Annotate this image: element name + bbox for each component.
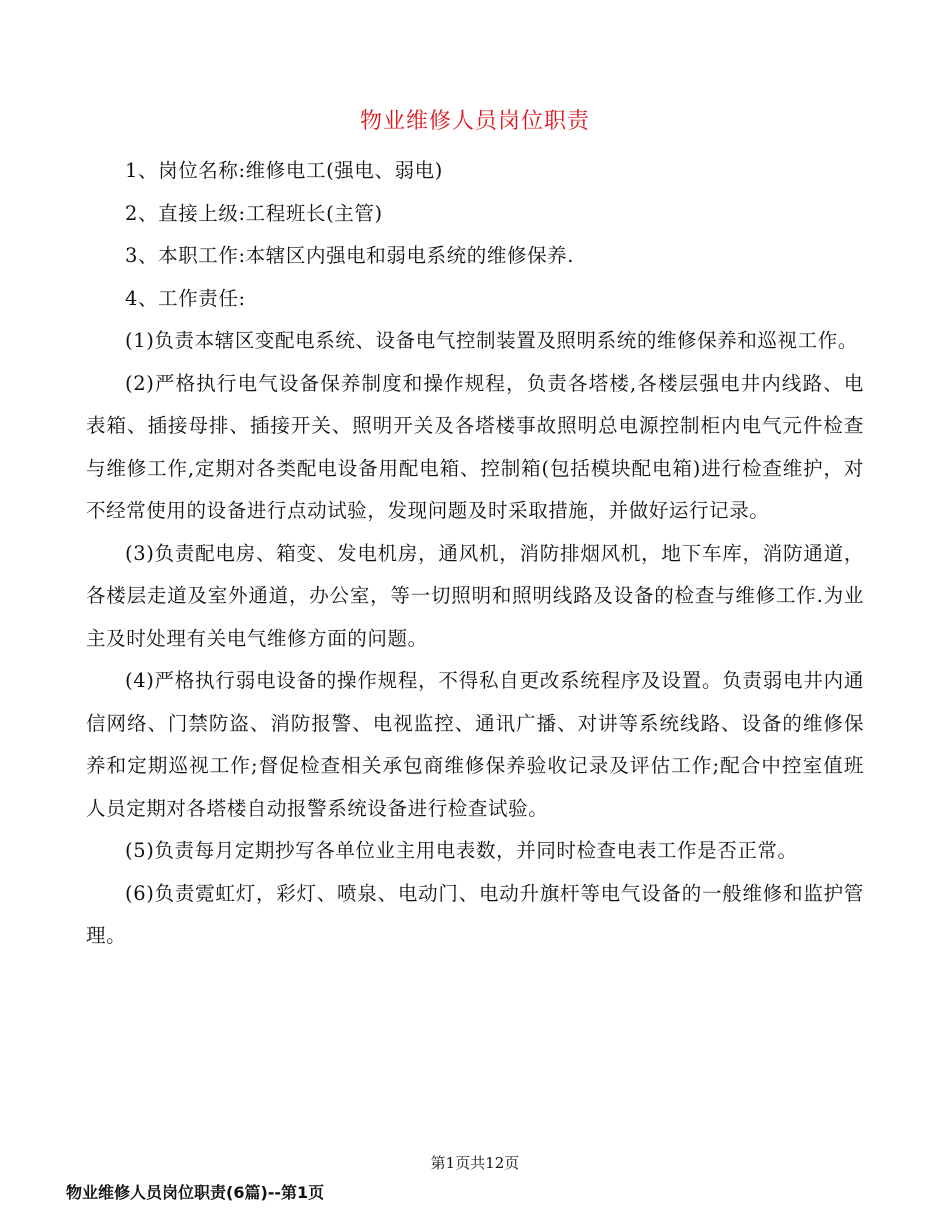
paragraph-direct-superior: 2、直接上级:工程班长(主管) <box>125 201 383 225</box>
page-indicator: 第1页共12页 <box>430 1154 520 1172</box>
document-body <box>86 150 864 958</box>
paragraph-responsibilities-heading: 4、工作责任: <box>125 286 246 310</box>
document-footer-label: 物业维修人员岗位职责(6篇)--第1页 <box>66 1183 325 1202</box>
paragraph-responsibility-2: (2)严格执行电气设备保养制度和操作规程，负责各塔楼,各楼层强电井内线路、电表箱、插接母排、插接开关、照明开关及各塔楼事故照明总电源控制柜内电气元件检查与维修工作,定期对各类配电设备用配电箱、控制箱(包括模块配电箱)进行检查维护，对不经常使用的设备进行点动试验，发现问题及时采取措施，并做好运行记录。 <box>86 371 864 522</box>
paragraph-responsibility-6: (6)负责霓虹灯，彩灯、喷泉、电动门、电动升旗杆等电气设备的一般维修和监护管理。 <box>86 881 864 947</box>
paragraph-responsibility-1: (1)负责本辖区变配电系统、设备电气控制装置及照明系统的维修保养和巡视工作。 <box>125 329 858 352</box>
document-title: 物业维修人员岗位职责 <box>359 109 590 134</box>
paragraph-position-name: 1、岗位名称:维修电工(强电、弱电) <box>125 159 443 182</box>
paragraph-job-duty: 3、本职工作:本辖区内强电和弱电系统的维修保养. <box>125 244 575 267</box>
paragraph-responsibility-5: (5)负责每月定期抄写各单位业主用电表数，并同时检查电表工作是否正常。 <box>125 839 798 862</box>
paragraph-responsibility-3: (3)负责配电房、箱变、发电机房，通风机，消防排烟风机，地下车库，消防通道，各楼层走道及室外通道，办公室，等一切照明和照明线路及设备的检查与维修工作.为业主及时处理有关电气维修方面的问题。 <box>86 541 864 650</box>
paragraph-responsibility-4: (4)严格执行弱电设备的操作规程，不得私自更改系统程序及设置。负责弱电井内通信网络、门禁防盗、消防报警、电视监控、通讯广播、对讲等系统线路、设备的维修保养和定期巡视工作;督促检查相关承包商维修保养验收记录及评估工作;配合中控室值班人员定期对各塔楼自动报警系统设备进行检查试验。 <box>86 669 864 820</box>
